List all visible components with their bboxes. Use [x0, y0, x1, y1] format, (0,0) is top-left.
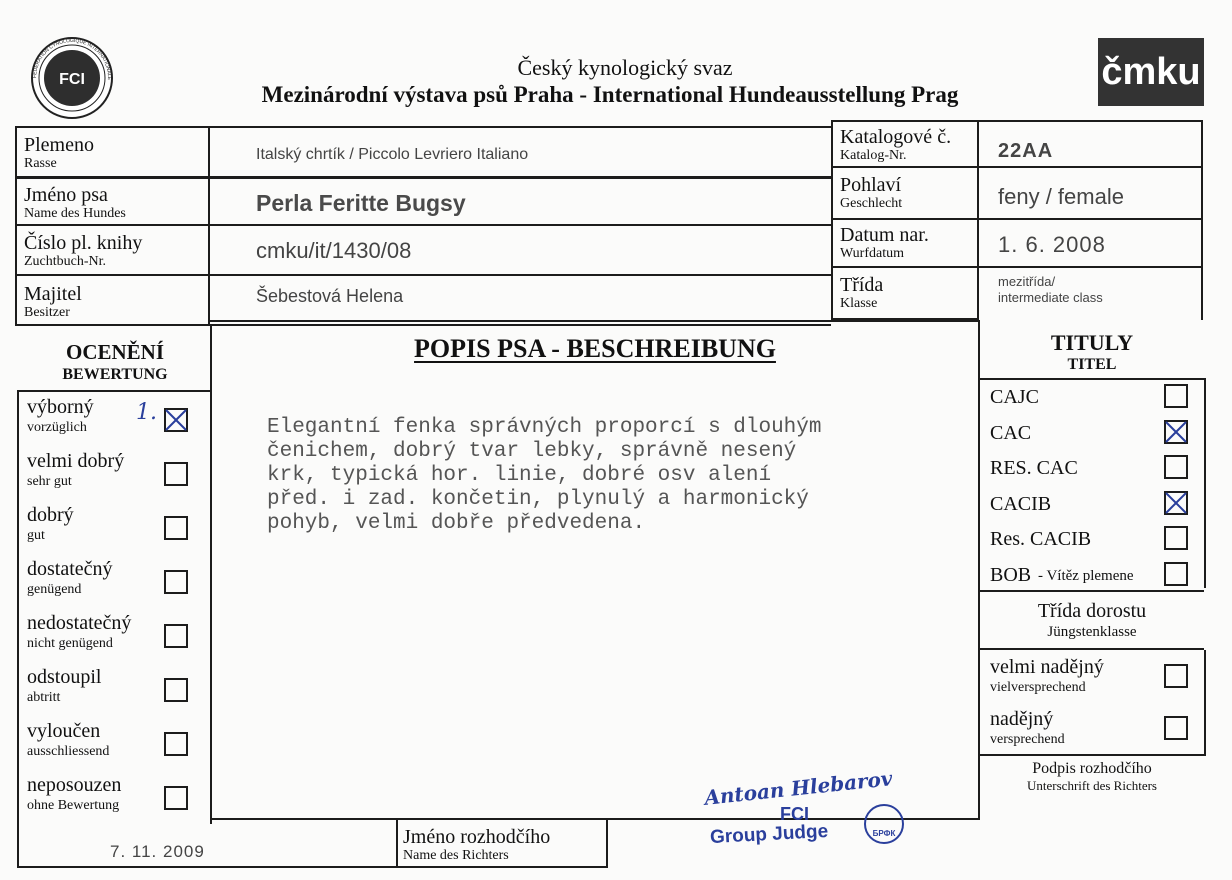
- rating-checkbox[interactable]: [164, 624, 188, 648]
- title-item: [990, 386, 1200, 418]
- signature-top-line: [980, 754, 1204, 756]
- junior-item: [990, 708, 1200, 756]
- row-divider-1: [15, 176, 831, 179]
- table-col-divider-2: [831, 120, 833, 320]
- owner-label: Majitel Besitzer: [24, 283, 82, 320]
- title-item: [990, 457, 1200, 489]
- desc-right-line: [978, 320, 980, 818]
- signature-sublabel: Unterschrift des Richters: [1027, 778, 1157, 793]
- junior-item-sublabel: vielversprechend: [990, 680, 1086, 695]
- rating-item: [27, 558, 207, 608]
- catalog-label: Katalogové č. Katalog-Nr.: [840, 126, 952, 163]
- rating-item: [27, 666, 207, 716]
- rating-item-label: dostatečný: [27, 558, 113, 580]
- table-border-top-left: [15, 126, 831, 128]
- title-item-label: Res. CACIB: [990, 528, 1092, 550]
- rating-title: OCENĚNÍ: [65, 340, 165, 364]
- title-item: [990, 493, 1200, 525]
- stamp-name: Antoan Hlebarov: [703, 766, 894, 810]
- rating-item-sublabel: ausschliessend: [27, 744, 110, 759]
- rating-subtitle: BEWERTUNG: [62, 366, 168, 383]
- title-item-label: RES. CAC: [990, 457, 1078, 479]
- sex-value: feny / female: [998, 184, 1124, 209]
- class-label: Třída Klasse: [840, 274, 884, 311]
- dog-name-value: Perla Feritte Bugsy: [256, 190, 466, 216]
- row-divider-3: [15, 274, 831, 276]
- rating-item-sublabel: sehr gut: [27, 474, 72, 489]
- rating-checkbox[interactable]: [164, 678, 188, 702]
- footer-divider-2: [606, 818, 608, 868]
- title-checkbox[interactable]: [1164, 384, 1188, 408]
- rating-item: [27, 396, 207, 446]
- titles-subtitle: TITEL: [1067, 356, 1117, 373]
- rating-item-label: odstoupil: [27, 666, 102, 688]
- description-text: [267, 416, 822, 536]
- junior-divider: [980, 648, 1204, 650]
- title-checkbox[interactable]: [1164, 562, 1188, 586]
- rating-item: [27, 504, 207, 554]
- title-checkbox[interactable]: [1164, 420, 1188, 444]
- title-item-label: BOB: [990, 563, 1032, 586]
- title-item: [990, 422, 1200, 454]
- dob-label: Datum nar. Wurfdatum: [840, 224, 929, 261]
- rating-checkbox[interactable]: [164, 516, 188, 540]
- rating-checkbox[interactable]: [164, 408, 188, 432]
- stamp-seal: [862, 802, 906, 846]
- rating-checkbox[interactable]: [164, 786, 188, 810]
- sex-label: Pohlaví Geschlecht: [840, 174, 903, 211]
- junior-subtitle: Jüngstenklasse: [1047, 624, 1137, 640]
- desc-top-line: [210, 320, 980, 322]
- class-value: mezitřída/ intermediate class: [998, 274, 1103, 305]
- rating-item-label: neposouzen: [27, 774, 122, 796]
- svg-text:čmku: čmku: [1101, 51, 1201, 93]
- rating-item: [27, 450, 207, 500]
- footer-divider-1: [396, 818, 398, 868]
- table-border-left: [15, 126, 17, 326]
- description-line: čenichem, dobrý tvar lebky, správně nesený: [267, 440, 797, 463]
- rating-item: [27, 720, 207, 770]
- cmku-logo: [1098, 38, 1204, 106]
- rating-item-sublabel: genügend: [27, 582, 82, 597]
- junior-item-label: nadějný: [990, 708, 1054, 730]
- description-line: krk, typická hor. linie, dobré osv alení: [267, 464, 772, 487]
- junior-item-sublabel: versprechend: [990, 732, 1065, 747]
- table-border-right: [1201, 120, 1203, 320]
- cmku-logo-icon: [1098, 38, 1204, 106]
- description-line: pohyb, velmi dobře předvedena.: [267, 512, 646, 535]
- rating-right-line: [210, 326, 212, 824]
- rating-item-sublabel: vorzüglich: [27, 420, 87, 435]
- junior-item-label: velmi nadějný: [990, 656, 1104, 678]
- table-col-divider-3: [977, 120, 979, 320]
- row-divider-r3: [831, 266, 1203, 268]
- row-divider-r1: [831, 166, 1203, 168]
- row-divider-4: [15, 324, 831, 326]
- rating-item-sublabel: nicht genügend: [27, 636, 113, 651]
- check-mark-icon: [164, 408, 188, 432]
- rating-item-label: dobrý: [27, 504, 74, 526]
- titles-title: TITULY: [1050, 330, 1134, 355]
- rating-left-line: [17, 390, 19, 868]
- junior-right-line: [1204, 650, 1206, 756]
- rating-item-label: vyloučen: [27, 720, 101, 742]
- rating-item-sublabel: gut: [27, 528, 45, 543]
- title-item-label: CAJC: [990, 386, 1039, 408]
- rating-item-label: nedostatečný: [27, 612, 132, 634]
- title-item-label: CAC: [990, 421, 1032, 444]
- title-checkbox[interactable]: [1164, 491, 1188, 515]
- dob-value: 1. 6. 2008: [998, 232, 1106, 257]
- row-divider-2: [15, 224, 831, 226]
- rating-item: [27, 774, 207, 824]
- rating-item-label: výborný: [27, 396, 94, 418]
- title-checkbox[interactable]: [1164, 526, 1188, 550]
- owner-value: Šebestová Helena: [256, 286, 404, 306]
- breed-label: Plemeno Rasse: [24, 134, 94, 171]
- junior-top-line: [980, 590, 1204, 592]
- stamp-group-judge: Group Judge: [709, 820, 829, 849]
- judge-name-label: Jméno rozhodčího Name des Richters: [403, 826, 551, 863]
- title-item-suffix: - Vítěz plemene: [1038, 567, 1134, 584]
- rating-item-label: velmi dobrý: [27, 450, 125, 472]
- rating-top-line: [17, 390, 210, 392]
- org-name: Český kynologický svaz: [517, 55, 733, 80]
- breed-value: Italský chrtík / Piccolo Levriero Italiano: [256, 146, 529, 163]
- dog-name-label: Jméno psa Name des Hundes: [24, 184, 126, 221]
- stamp-fci: FCI: [780, 804, 809, 824]
- studbook-value: cmku/it/1430/08: [256, 238, 412, 263]
- rating-handwritten-mark: 1.: [136, 400, 157, 425]
- svg-text:FEDERATION CYNOLOGIQUE INTERNA: FEDERATION CYNOLOGIQUE INTERNATIONALE: [31, 37, 113, 81]
- footer-bottom-line: [17, 866, 607, 868]
- junior-checkbox[interactable]: [1164, 716, 1188, 740]
- description-line: před. i zad. končetin, plynulý a harmonický: [267, 488, 809, 511]
- catalog-value: 22AA: [998, 140, 1054, 162]
- fci-logo: [30, 36, 114, 120]
- rating-item-sublabel: ohne Bewertung: [27, 798, 120, 813]
- footer-date: 7. 11. 2009: [110, 842, 205, 861]
- check-mark-icon: [1164, 420, 1188, 444]
- title-item-label: CACIB: [990, 492, 1052, 515]
- description-line: Elegantní fenka správných proporcí s dlouhým: [267, 416, 822, 439]
- rating-item-sublabel: abtritt: [27, 690, 61, 705]
- row-divider-r2: [831, 218, 1203, 220]
- titles-top-line: [980, 378, 1205, 380]
- table-col-divider: [208, 126, 210, 326]
- seal-icon: [862, 802, 906, 846]
- junior-checkbox[interactable]: [1164, 664, 1188, 688]
- check-mark-icon: [1164, 491, 1188, 515]
- rating-checkbox[interactable]: [164, 732, 188, 756]
- rating-item: [27, 612, 207, 662]
- title-item: [990, 528, 1200, 560]
- rating-checkbox[interactable]: [164, 570, 188, 594]
- page-title: Mezinárodní výstava psů Praha - International Hundeausstellung Prag: [261, 82, 959, 107]
- titles-right-line: [1204, 378, 1206, 588]
- studbook-label: Číslo pl. knihy Zuchtbuch-Nr.: [24, 232, 143, 269]
- svg-text:БРФК: БРФК: [872, 829, 896, 838]
- fci-logo-icon: [30, 36, 114, 120]
- signature-label: Podpis rozhodčího: [1032, 760, 1152, 777]
- judge-stamp: [700, 766, 920, 860]
- title-checkbox[interactable]: [1164, 455, 1188, 479]
- table-border-top-right: [831, 120, 1203, 122]
- svg-text:FCI: FCI: [59, 71, 85, 88]
- rating-checkbox[interactable]: [164, 462, 188, 486]
- junior-item: [990, 656, 1200, 704]
- junior-title: Třída dorostu: [1037, 600, 1147, 622]
- description-title: POPIS PSA - BESCHREIBUNG: [414, 334, 776, 363]
